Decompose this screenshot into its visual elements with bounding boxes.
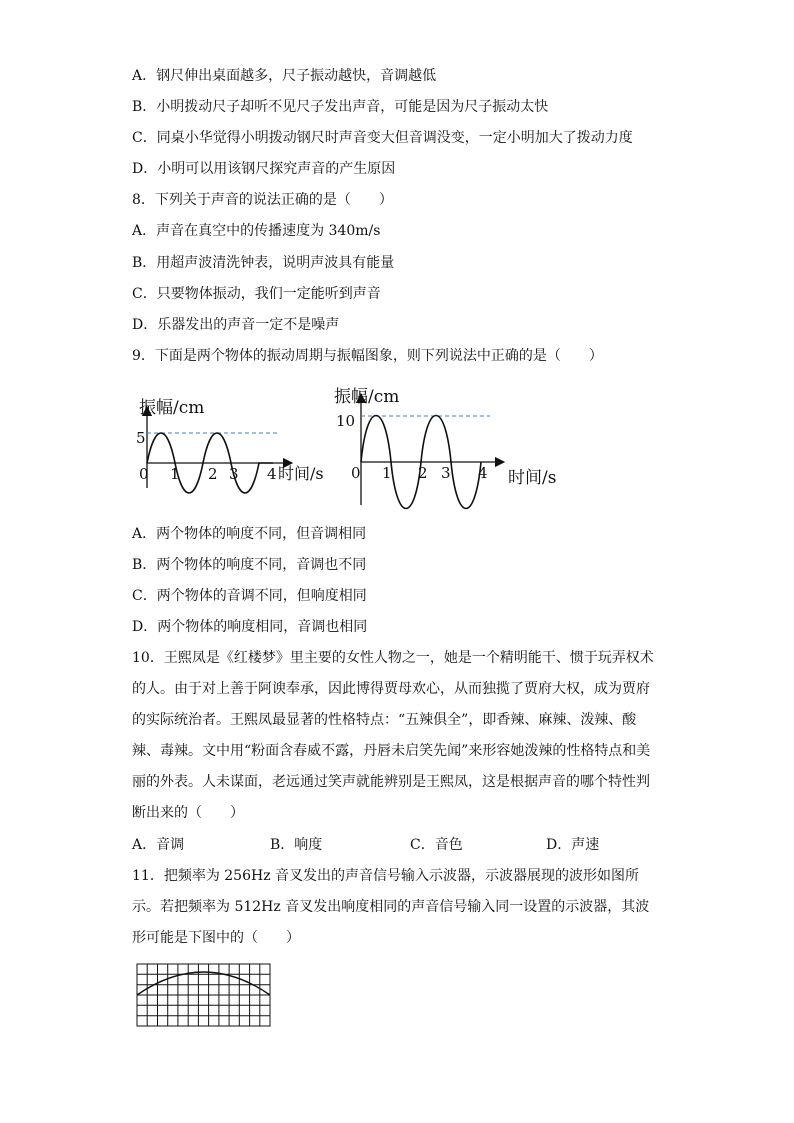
q9-graph-1-amp-tick: 5	[136, 429, 146, 447]
q9-graph-2	[330, 380, 570, 510]
q9-graph-1-tick-1: 1	[170, 465, 180, 483]
q11-stem: 11．把频率为 256Hz 音叉发出的声音信号输入示波器，示波器展现的波形如图所示。若把频率为 512Hz 音叉发出响度相同的声音信号输入同一设置的示波器，其波形可能是下图中的（ ）	[132, 868, 650, 946]
q9-graph-2-tick-0: 0	[351, 464, 361, 482]
q9-option-a: A．两个物体的响度不同，但音调相同	[132, 526, 367, 542]
q9-option-d: D．两个物体的响度相同，音调也相同	[132, 619, 368, 635]
q10-stem: 10．王熙凤是《红楼梦》里主要的女性人物之一，她是一个精明能干、惯于玩弄权术的人。由于对上善于阿谀奉承，因此博得贾母欢心，从而独揽了贾府大权，成为贾府的实际统治者。王熙凤最显著的性格特点：“五辣俱全”，即香辣、麻辣、泼辣、酸辣、毒辣。文中用“粉面含春威不露，丹唇未启笑先闻”来形容她泼辣的性格特点和美丽的外表。人未谋面，老远通过笑声就能辨别是王熙凤，这是根据声音的哪个特性判断出来的（ ）	[132, 650, 654, 821]
q9-stem: 9．下面是两个物体的振动周期与振幅图象，则下列说法中正确的是（ ）	[132, 348, 603, 364]
q8-stem: 8．下列关于声音的说法正确的是（ ）	[132, 192, 393, 208]
q9-graph-2-tick-3: 3	[441, 464, 451, 482]
q9-graph-2-ylabel: 振幅/cm	[334, 387, 400, 407]
q9-graph-1	[130, 385, 340, 500]
q9-option-b: B．两个物体的响度不同，音调也不同	[132, 557, 367, 573]
q7-option-d: D．小明可以用该钢尺探究声音的产生原因	[132, 161, 396, 177]
q9-graph-1-xlabel: 时间/s	[278, 464, 324, 483]
q7-option-c: C．同桌小华觉得小明拨动钢尺时声音变大但音调没变，一定小明加大了拨动力度	[132, 130, 633, 146]
q10-option-c: C．音色	[410, 837, 463, 853]
q8-option-b: B．用超声波清洗钟表，说明声波具有能量	[132, 255, 395, 271]
q7-option-b: B．小明拨动尺子却听不见尺子发出声音，可能是因为尺子振动太快	[132, 99, 549, 115]
q11-oscilloscope-figure	[136, 963, 272, 1029]
q9-graph-1-tick-3: 3	[229, 465, 239, 483]
q10-option-d: D．声速	[546, 837, 600, 853]
q8-option-c: C．只要物体振动，我们一定能听到声音	[132, 286, 381, 302]
q9-option-c: C．两个物体的音调不同，但响度相同	[132, 588, 367, 604]
q8-option-d: D．乐器发出的声音一定不是噪声	[132, 317, 340, 333]
q10-option-b: B．响度	[270, 837, 323, 853]
q9-graph-2-tick-2: 2	[418, 464, 428, 482]
q7-option-a: A．钢尺伸出桌面越多，尺子振动越快，音调越低	[132, 68, 437, 84]
q8-option-a: A．声音在真空中的传播速度为 340m/s	[132, 223, 381, 239]
q9-graph-1-tick-4: 4	[267, 465, 277, 483]
q9-graph-2-tick-4: 4	[478, 464, 488, 482]
q9-graph-1-tick-0: 0	[139, 465, 149, 483]
q9-graph-2-tick-1: 1	[382, 464, 392, 482]
q9-graph-2-amp-tick: 10	[336, 412, 356, 430]
q9-graph-1-ylabel: 振幅/cm	[139, 398, 205, 418]
q9-graph-1-tick-2: 2	[208, 465, 218, 483]
q10-option-a: A．音调	[132, 837, 185, 853]
q9-graph-2-xlabel: 时间/s	[508, 468, 557, 488]
